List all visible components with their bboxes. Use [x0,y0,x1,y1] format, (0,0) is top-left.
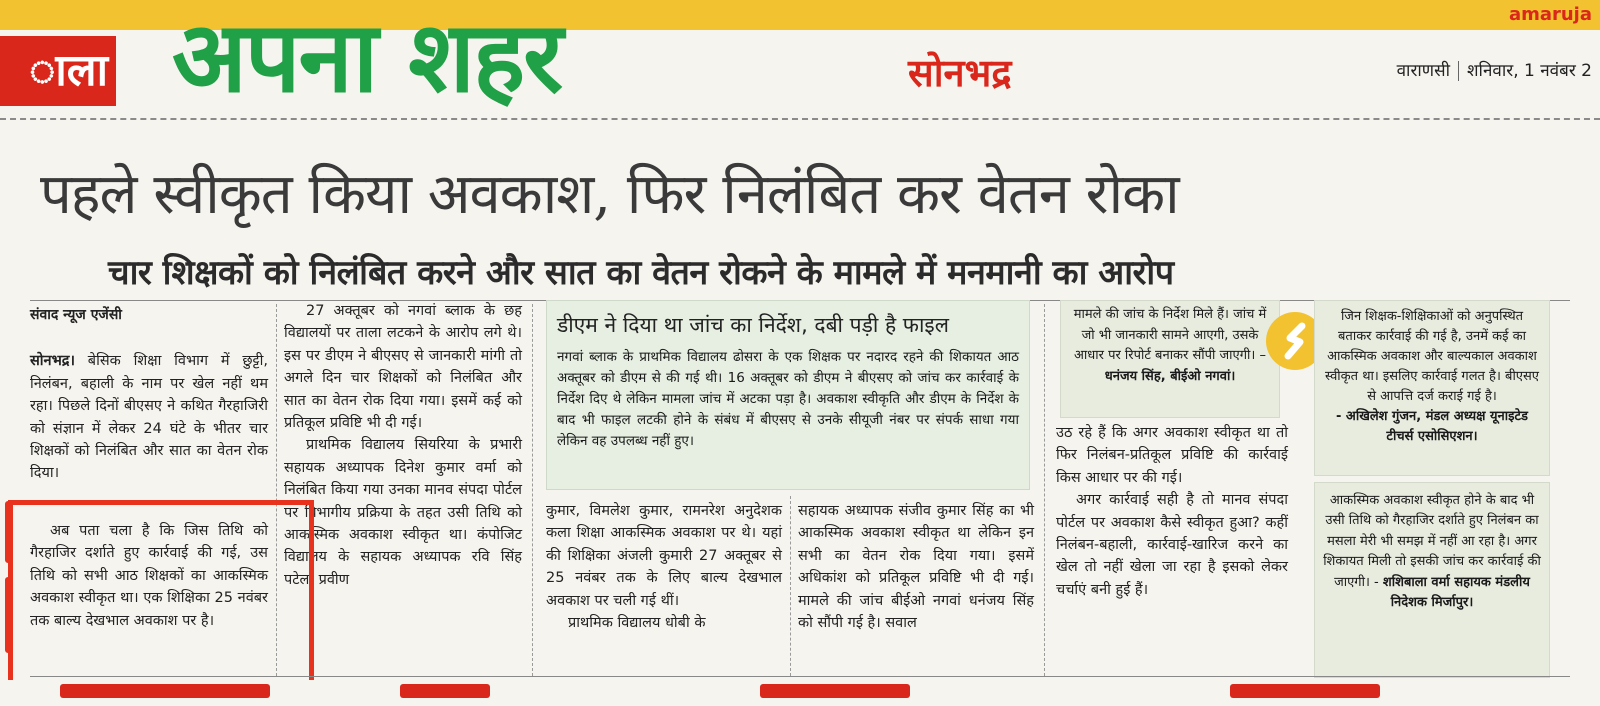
column-5 [1056,422,1288,601]
region-label: सोनभद्र [908,51,1012,95]
bottom-rule [30,676,1570,677]
col1-para1: बेसिक शिक्षा विभाग में छुट्टी, निलंबन, बहाली के नाम पर खेल नहीं थम रहा। पिछले दिनों बीएसए ने कथित गैरहाजिरी को संज्ञान में लेकर 24 घंटे के भीतर चार शिक्षकों को निलंबित और सात का वेतन रोक दिया। [30,353,268,482]
director-quote-name: शशिबाला वर्मा सहायक मंडलीय निदेशक मिर्जापुर। [1382,574,1530,611]
byline: संवाद न्यूज एजेंसी [30,307,122,323]
union-quote-box [1314,300,1550,476]
dateline [1397,58,1592,81]
date-label: शनिवार, 1 नवंबर 2 [1467,61,1592,81]
col3-text-2: प्राथमिक विद्यालय धोबी के [568,615,706,632]
beo-quote-name: धनंजय सिंह, बीईओ नगवां। [1104,368,1236,384]
red-annotation-mark [0,500,16,670]
headline: पहले स्वीकृत किया अवकाश, फिर निलंबित कर वेतन रोका [40,162,1179,227]
next-headline-strip [0,680,1600,706]
col1-para2: अब पता चला है कि जिस तिथि को गैरहाजिर दर्शाते हुए कार्रवाई की गई, उस तिथि को सभी आठ शिक्षकों का आकस्मिक अवकाश स्वीकृत था। एक शिक्षिका 25 नवंबर तक बाल्य देखभाल अवकाश पर है। [30,523,268,629]
column-divider [1044,304,1045,676]
col2-para2: प्राथमिक विद्यालय सियरिया के प्रभारी सहायक अध्यापक दिनेश कुमार वर्मा को निलंबित किया गया उनका मानव संपदा पोर्टल पर विभागीय प्रक्रिया के तहत उसी तिथि को आकस्मिक अवकाश स्वीकृत था। कंपोजिट विद्यालय के सहायक अध्यापक रवि सिंह पटेल, प्रवीण [284,437,522,588]
director-quote-box [1314,482,1550,678]
box-title: डीएम ने दिया था जांच का निर्देश, दबी पड़ी है फाइल [557,313,949,337]
city-label: वाराणसी [1396,61,1450,81]
masthead-divider [0,118,1600,120]
beo-quote-box [1060,300,1280,418]
column-1 [30,304,268,485]
brand-name: amaruja [1508,4,1592,25]
director-quote-text: आकस्मिक अवकाश स्वीकृत होने के बाद भी उसी तिथि को गैरहाजिर दर्शाते हुए निलंबन का मसला मेरी भी समझ में नहीं आ रहा है। अगर शिकायत मिली तो इसकी जांच कर कार्रवाई की जाएगी। - [1323,493,1541,590]
column-3 [546,500,782,634]
col3-text: कुमार, विमलेश कुमार, रामनरेश अनुदेशक कला शिक्षा आकस्मिक अवकाश पर थे। यहां की शिक्षिका अंजली कुमारी 27 अक्तूबर से 25 नवंबर तक के लिए बाल्य देखभाल अवकाश पर चली गई थीं। [546,503,782,609]
col5-para1: उठ रहे हैं कि अगर अवकाश स्वीकृत था तो फिर निलंबन-प्रतिकूल प्रविष्टि की कार्रवाई किस आधार पर की गई। [1056,425,1288,486]
divider [1458,61,1459,81]
section-title: अपना शहर [172,1,562,115]
column-divider [790,496,791,676]
beo-quote-text: मामले की जांच के निर्देश मिले हैं। जांच में जो भी जानकारी सामने आएगी, उसके आधार पर रिपोर्ट बनाकर सौंपी जाएगी। – [1073,307,1267,363]
column-divider [532,304,533,676]
dm-directive-box [546,300,1030,490]
union-quote-text: जिन शिक्षक-शिक्षिकाओं को अनुपस्थित बताकर कार्रवाई की गई है, उनमें कई का आकस्मिक अवकाश और बाल्यकाल अवकाश स्वीकृत था। इसलिए कार्रवाई गलत है। बीएसए से आपत्ति दर्ज कराई गई है। [1325,309,1539,404]
subheadline: चार शिक्षकों को निलंबित करने और सात का वेतन रोकने के मामले में मनमानी का आरोप [108,253,1174,293]
col2-para1: 27 अक्तूबर को नगवां ब्लाक के छह विद्यालयों पर ताला लटकने के आरोप लगे थे। इस पर डीएम ने बीएसए से जानकारी मांगी तो अगले दिन चार शिक्षकों को निलंबित और सात का वेतन रोक दिया गया। इसमें कई को प्रतिकूल प्रविष्टि भी दी गई। [284,303,522,432]
column-2 [284,300,522,591]
column-4 [798,500,1034,634]
col4-text: सहायक अध्यापक संजीव कुमार सिंह का भी आकस्मिक अवकाश स्वीकृत था लेकिन इन सभी का वेतन रोक दिया गया। इसमें अधिकांश को प्रतिकूल प्रविष्टि भी दी गई। मामले की जांच बीईओ नगवां धनंजय सिंह को सौंपी गई है। सवाल [798,503,1034,632]
dateline-place: सोनभद्र। [30,353,75,370]
box-text: नगवां ब्लाक के प्राथमिक विद्यालय ढोसरा के एक शिक्षक पर नदारद रहने की शिकायत आठ अक्तूबर को डीएम से की गई थी। 16 अक्तूबर को डीएम ने बीएसए को जांच कर कार्रवाई के निर्देश दिए थे लेकिन मामला जांच में अटका पड़ा है। अवकाश स्वीकृति और डीएम के निर्देश के बाद भी फाइल लटकी होने के संबंध में बीएसए से उनके सीयूजी नंबर पर संपर्क साधा गया लेकिन वह उपलब्ध नहीं हुए। [557,349,1019,449]
brand-red-tab: ाला [0,36,116,106]
union-quote-name: - अखिलेश गुंजन, मंडल अध्यक्ष यूनाइटेड टीचर्स एसोसिएशन। [1336,409,1528,444]
col5-para2: अगर कार्रवाई सही है तो मानव संपदा पोर्टल पर अवकाश कैसे स्वीकृत हुआ? कहीं निलंबन-बहाली, कार्रवाई-खारिज करने का खेल तो नहीं खेला जा रहा है इसको लेकर चर्चाएं बनी हुई हैं। [1056,492,1288,598]
